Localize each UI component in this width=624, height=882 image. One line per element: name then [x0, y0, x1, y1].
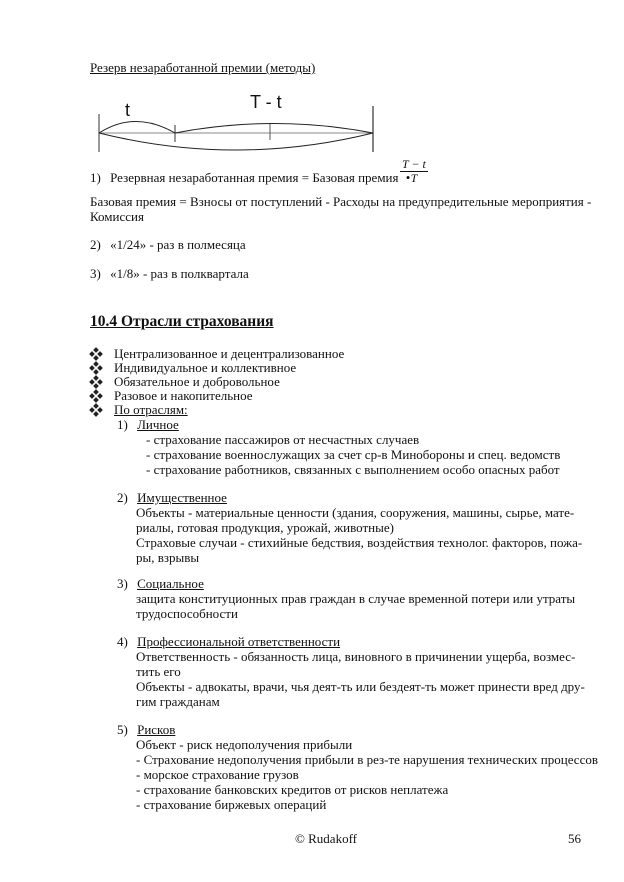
branch-line: трудоспособности — [136, 606, 238, 621]
bullet-item — [90, 374, 280, 389]
footer-copyright: © Rudakoff — [295, 831, 357, 846]
multiply-dot: • — [405, 170, 411, 185]
branch-title: Социальное — [137, 576, 204, 591]
branch-number: 3) — [117, 576, 128, 591]
diamond-bullet-icon — [90, 376, 102, 388]
branch-number: 5) — [117, 722, 128, 737]
bullet-text: Индивидуальное и коллективное — [114, 360, 297, 375]
reserve-item-2 — [90, 237, 246, 252]
bullet-text: Разовое и накопительное — [114, 388, 253, 403]
fraction-numerator: T − t — [402, 157, 426, 171]
branch-1-title — [117, 417, 179, 432]
item-number: 1) — [90, 170, 101, 185]
branch-line: - страхование военнослужащих за счет ср-в Минобороны и спец. ведомств — [146, 447, 561, 462]
bullet-text: Обязательное и добровольное — [114, 374, 280, 389]
branch-line: - страхование биржевых операций — [136, 797, 327, 812]
branch-line: - страхование пассажиров от несчастных случаев — [146, 432, 420, 447]
branch-number: 2) — [117, 490, 128, 505]
branch-line: тить его — [136, 664, 181, 679]
item-text: «1/24» - раз в полмесяца — [110, 237, 246, 252]
diamond-bullet-icon — [90, 362, 102, 374]
branch-line: Объекты - материальные ценности (здания, сооружения, машины, сырье, мате- — [136, 505, 575, 520]
branch-line: гим гражданам — [136, 694, 220, 709]
branch-line: защита конституционных прав граждан в случае временной потери или утраты — [136, 591, 576, 606]
label-t: t — [125, 100, 131, 120]
branch-line: Объект - риск недополучения прибыли — [136, 737, 353, 752]
bullet-item — [90, 402, 188, 417]
branch-title: Личное — [137, 417, 179, 432]
bullet-item — [90, 388, 253, 403]
branch-line: Ответственность - обязанность лица, виновного в причинении ущерба, возмес- — [136, 649, 576, 664]
section-heading-branches: 10.4 Отрасли страхования — [90, 313, 274, 330]
label-T-minus-t: T - t — [250, 92, 282, 112]
bullet-text: По отраслям: — [114, 402, 188, 417]
item-number: 3) — [90, 266, 101, 281]
branch-line: Объекты - адвокаты, врачи, чья деят-ть или бездеят-ть может принести вред дру- — [136, 679, 585, 694]
item-text: «1/8» - раз в полквартала — [110, 266, 249, 281]
branch-line: ры, взрывы — [136, 550, 200, 565]
diamond-bullet-icon — [90, 390, 102, 402]
branch-line: - страхование банковских кредитов от рисков неплатежа — [136, 782, 449, 797]
branch-number: 1) — [117, 417, 128, 432]
branch-line: - страхование работников, связанных с выполнением особо опасных работ — [146, 462, 560, 477]
branch-line: - морское страхование грузов — [136, 767, 299, 782]
branch-5-title — [117, 722, 175, 737]
reserve-item-3 — [90, 266, 249, 281]
diamond-bullet-icon — [90, 404, 102, 416]
bullet-item — [90, 360, 296, 375]
base-premium-line-1: Базовая премия = Взносы от поступлений - Расходы на предупредительные мероприятия - — [90, 194, 592, 209]
reserve-item-1 — [90, 170, 410, 185]
branch-title: Рисков — [137, 722, 176, 737]
branch-3-title — [117, 576, 204, 591]
bullet-text: Централизованное и децентрализованное — [114, 346, 345, 361]
item-number: 2) — [90, 237, 101, 252]
bullet-item — [90, 346, 344, 361]
branch-line: риалы, готовая продукция, урожай, животные) — [136, 520, 394, 535]
fraction — [400, 158, 428, 185]
item-text: Резервная незаработанная премия = Базовая премия — [110, 170, 399, 185]
fraction-denominator: T — [410, 171, 418, 185]
branch-title: Профессиональной ответственности — [137, 634, 341, 649]
base-premium-line-2: Комиссия — [90, 209, 144, 224]
branch-title: Имущественное — [137, 490, 227, 505]
page-number: 56 — [568, 831, 581, 846]
branch-4-title — [117, 634, 340, 649]
branch-2-title — [117, 490, 227, 505]
reserve-timeline-diagram — [90, 92, 390, 161]
branch-number: 4) — [117, 634, 128, 649]
diamond-bullet-icon — [90, 348, 102, 360]
branch-line: - Страхование недополучения прибыли в рез-те нарушения технических процессов — [136, 752, 598, 767]
section-title-reserve: Резерв незаработанной премии (методы) — [90, 60, 316, 75]
timeline-svg — [90, 92, 390, 157]
branch-line: Страховые случаи - стихийные бедствия, воздействия технолог. факторов, пожа- — [136, 535, 583, 550]
